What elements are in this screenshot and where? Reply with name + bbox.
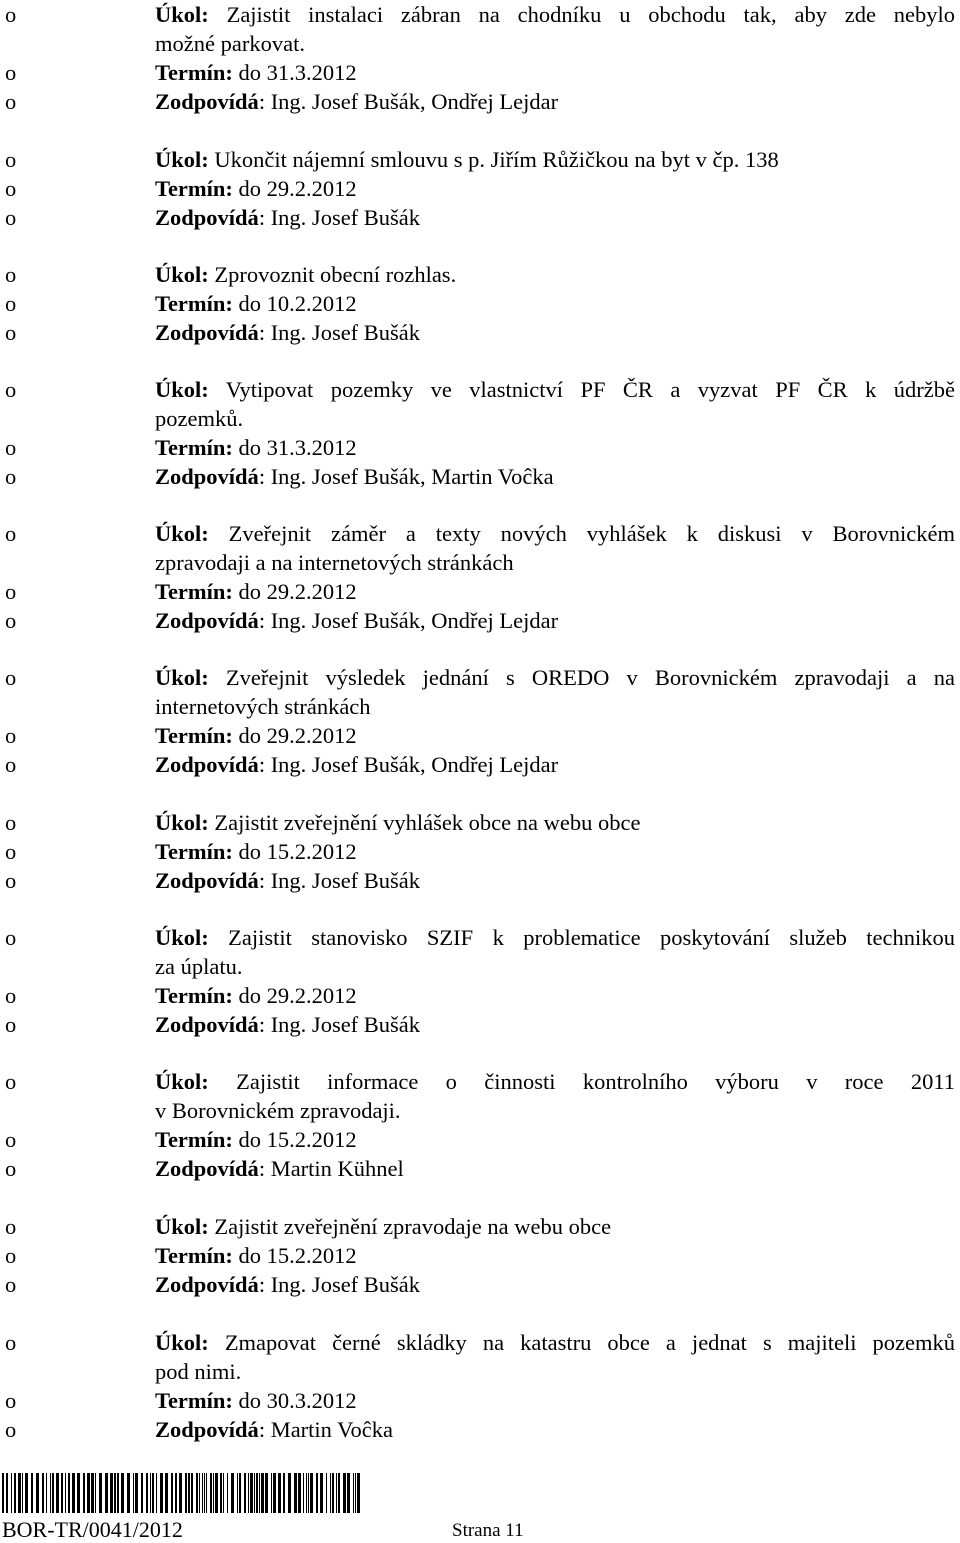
- responsible-text: [155, 318, 420, 347]
- responsible-text: [155, 1415, 393, 1444]
- task-description: pozemků.: [155, 406, 244, 431]
- task-label: Úkol:: [155, 1330, 209, 1355]
- task-label: Úkol:: [155, 377, 209, 402]
- task-text: [155, 1067, 955, 1096]
- list-bullet: o: [5, 665, 17, 690]
- deadline-line: [0, 1125, 960, 1154]
- responsible-label: Zodpovídá: [155, 1156, 259, 1181]
- task-text: [155, 548, 514, 577]
- responsible-label: Zodpovídá: [155, 752, 259, 777]
- task-line: [0, 663, 960, 692]
- responsible-text: [155, 866, 420, 895]
- responsible-text: [155, 1270, 420, 1299]
- list-bullet: o: [5, 1214, 17, 1239]
- list-bullet: o: [5, 1330, 17, 1355]
- list-bullet: o: [5, 925, 17, 950]
- task-text: [155, 404, 243, 433]
- task-label: Úkol:: [155, 1069, 209, 1094]
- list-bullet: o: [5, 377, 17, 402]
- list-bullet: o: [5, 1012, 17, 1037]
- task-line: [0, 1067, 960, 1096]
- task-text: [155, 1328, 955, 1357]
- task-label: Úkol:: [155, 810, 209, 835]
- list-bullet: o: [5, 2, 17, 27]
- task-text: [155, 1212, 611, 1241]
- list-bullet: o: [5, 60, 17, 85]
- deadline-text: [155, 981, 357, 1010]
- task-description: za úplatu.: [155, 954, 243, 979]
- responsible-label: Zodpovídá: [155, 205, 259, 230]
- task-description: Vytipovat pozemky ve vlastnictví PF ČR a vyzvat PF ČR k údržbě: [225, 377, 956, 402]
- task-continuation-line: [0, 404, 960, 433]
- task-continuation-line: [0, 548, 960, 577]
- responsible-text: [155, 1154, 404, 1183]
- deadline-label: Termín:: [155, 839, 233, 864]
- task-description: Zveřejnit záměr a texty nových vyhlášek k diskusi v Borovnickém: [228, 521, 955, 546]
- task-text: [155, 1357, 241, 1386]
- deadline-value: do 29.2.2012: [238, 176, 357, 201]
- task-line: [0, 519, 960, 548]
- task-description: Zprovoznit obecní rozhlas.: [214, 262, 457, 287]
- list-bullet: o: [5, 1388, 17, 1413]
- deadline-value: do 10.2.2012: [238, 291, 357, 316]
- deadline-label: Termín:: [155, 723, 233, 748]
- task-description: Zmapovat černé skládky na katastru obce a jednat s majiteli pozemků: [224, 1330, 955, 1355]
- task-description: Zajistit zveřejnění vyhlášek obce na webu obce: [214, 810, 641, 835]
- list-bullet: o: [5, 1127, 17, 1152]
- task-label: Úkol:: [155, 1214, 209, 1239]
- task-text: [155, 952, 242, 981]
- responsible-line: [0, 462, 960, 491]
- list-bullet: o: [5, 723, 17, 748]
- responsible-label: Zodpovídá: [155, 868, 259, 893]
- task-continuation-line: [0, 1096, 960, 1125]
- task-description: internetových stránkách: [155, 694, 371, 719]
- task-description: v Borovnickém zpravodaji.: [155, 1098, 401, 1123]
- deadline-value: do 29.2.2012: [238, 983, 357, 1008]
- task-description: Zajistit zveřejnění zpravodaje na webu obce: [214, 1214, 612, 1239]
- list-bullet: o: [5, 752, 17, 777]
- responsible-text: [155, 1010, 420, 1039]
- task-line: [0, 375, 960, 404]
- task-text: [155, 808, 640, 837]
- deadline-label: Termín:: [155, 983, 233, 1008]
- responsible-value: : Ing. Josef Bušák: [258, 320, 421, 345]
- list-bullet: o: [5, 320, 17, 345]
- responsible-text: [155, 606, 558, 635]
- responsible-value: : Ing. Josef Bušák: [258, 868, 421, 893]
- list-bullet: o: [5, 205, 17, 230]
- list-bullet: o: [5, 868, 17, 893]
- deadline-line: [0, 981, 960, 1010]
- barcode: [2, 1473, 364, 1513]
- deadline-text: [155, 1241, 357, 1270]
- deadline-label: Termín:: [155, 435, 233, 460]
- responsible-line: [0, 87, 960, 116]
- list-bullet: o: [5, 291, 17, 316]
- task-text: [155, 0, 955, 29]
- task-description: Zajistit informace o činnosti kontrolního výboru v roce 2011: [236, 1069, 955, 1094]
- responsible-line: [0, 1154, 960, 1183]
- task-text: [155, 692, 371, 721]
- task-continuation-line: [0, 1357, 960, 1386]
- deadline-label: Termín:: [155, 1243, 233, 1268]
- responsible-label: Zodpovídá: [155, 1417, 259, 1442]
- list-bullet: o: [5, 983, 17, 1008]
- deadline-label: Termín:: [155, 291, 233, 316]
- responsible-label: Zodpovídá: [155, 89, 259, 114]
- responsible-text: [155, 203, 420, 232]
- task-line: [0, 1328, 960, 1357]
- deadline-value: do 31.3.2012: [238, 435, 357, 460]
- responsible-line: [0, 1415, 960, 1444]
- list-bullet: o: [5, 1243, 17, 1268]
- responsible-label: Zodpovídá: [155, 464, 259, 489]
- deadline-value: do 29.2.2012: [238, 723, 357, 748]
- task-continuation-line: [0, 952, 960, 981]
- deadline-line: [0, 58, 960, 87]
- deadline-text: [155, 1386, 357, 1415]
- list-bullet: o: [5, 464, 17, 489]
- responsible-line: [0, 606, 960, 635]
- list-bullet: o: [5, 1069, 17, 1094]
- deadline-value: do 15.2.2012: [238, 839, 357, 864]
- task-description: Zajistit stanovisko SZIF k problematice poskytování služeb technikou: [228, 925, 956, 950]
- deadline-line: [0, 289, 960, 318]
- list-bullet: o: [5, 262, 17, 287]
- deadline-line: [0, 577, 960, 606]
- task-description: pod nimi.: [155, 1359, 242, 1384]
- list-bullet: o: [5, 579, 17, 604]
- deadline-value: do 15.2.2012: [238, 1127, 357, 1152]
- deadline-text: [155, 577, 357, 606]
- responsible-value: : Ing. Josef Bušák: [258, 1272, 421, 1297]
- document-code: BOR-TR/0041/2012: [2, 1517, 183, 1542]
- responsible-value: : Ing. Josef Bušák: [258, 1012, 421, 1037]
- page-number: Strana 11: [452, 1520, 524, 1541]
- list-bullet: o: [5, 176, 17, 201]
- responsible-line: [0, 318, 960, 347]
- task-description: Zajistit instalaci zábran na chodníku u obchodu tak, aby zde nebylo: [226, 2, 956, 27]
- list-bullet: o: [5, 147, 17, 172]
- task-description: možné parkovat.: [155, 31, 305, 56]
- task-label: Úkol:: [155, 147, 209, 172]
- responsible-text: [155, 750, 558, 779]
- deadline-text: [155, 721, 357, 750]
- responsible-label: Zodpovídá: [155, 1272, 259, 1297]
- list-bullet: o: [5, 521, 17, 546]
- task-label: Úkol:: [155, 665, 209, 690]
- task-text: [155, 260, 456, 289]
- task-line: [0, 260, 960, 289]
- responsible-line: [0, 203, 960, 232]
- task-label: Úkol:: [155, 521, 209, 546]
- deadline-value: do 15.2.2012: [238, 1243, 357, 1268]
- responsible-text: [155, 87, 558, 116]
- list-bullet: o: [5, 435, 17, 460]
- list-bullet: o: [5, 1417, 17, 1442]
- deadline-line: [0, 1241, 960, 1270]
- task-line: [0, 1212, 960, 1241]
- deadline-line: [0, 837, 960, 866]
- task-label: Úkol:: [155, 2, 209, 27]
- task-line: [0, 923, 960, 952]
- deadline-text: [155, 433, 357, 462]
- responsible-label: Zodpovídá: [155, 320, 259, 345]
- task-text: [155, 29, 305, 58]
- responsible-value: : Martin Voĉka: [258, 1417, 393, 1442]
- task-line: [0, 808, 960, 837]
- deadline-value: do 29.2.2012: [238, 579, 357, 604]
- task-text: [155, 1096, 401, 1125]
- responsible-value: : Ing. Josef Bušák: [258, 205, 421, 230]
- responsible-value: : Martin Kühnel: [258, 1156, 404, 1181]
- task-text: [155, 663, 955, 692]
- task-description: Ukončit nájemní smlouvu s p. Jiřím Růžičkou na byt v čp. 138: [214, 147, 779, 172]
- responsible-line: [0, 866, 960, 895]
- responsible-line: [0, 1010, 960, 1039]
- task-text: [155, 375, 955, 404]
- deadline-text: [155, 58, 357, 87]
- responsible-value: : Ing. Josef Bušák, Martin Voĉka: [258, 464, 554, 489]
- deadline-line: [0, 174, 960, 203]
- deadline-line: [0, 1386, 960, 1415]
- task-continuation-line: [0, 29, 960, 58]
- deadline-text: [155, 174, 357, 203]
- deadline-line: [0, 721, 960, 750]
- responsible-value: : Ing. Josef Bušák, Ondřej Lejdar: [258, 608, 559, 633]
- task-text: [155, 923, 955, 952]
- task-text: [155, 519, 955, 548]
- list-bullet: o: [5, 89, 17, 114]
- task-description: Zveřejnit výsledek jednání s OREDO v Borovnickém zpravodaji a na: [225, 665, 955, 690]
- task-line: [0, 145, 960, 174]
- list-bullet: o: [5, 1272, 17, 1297]
- responsible-value: : Ing. Josef Bušák, Ondřej Lejdar: [258, 89, 559, 114]
- deadline-label: Termín:: [155, 579, 233, 604]
- deadline-value: do 31.3.2012: [238, 60, 357, 85]
- task-label: Úkol:: [155, 262, 209, 287]
- task-description: zpravodaji a na internetových stránkách: [155, 550, 514, 575]
- task-continuation-line: [0, 692, 960, 721]
- list-bullet: o: [5, 839, 17, 864]
- deadline-line: [0, 433, 960, 462]
- deadline-label: Termín:: [155, 176, 233, 201]
- responsible-label: Zodpovídá: [155, 608, 259, 633]
- deadline-value: do 30.3.2012: [238, 1388, 357, 1413]
- deadline-label: Termín:: [155, 60, 233, 85]
- list-bullet: o: [5, 810, 17, 835]
- responsible-value: : Ing. Josef Bušák, Ondřej Lejdar: [258, 752, 559, 777]
- responsible-text: [155, 462, 554, 491]
- list-bullet: o: [5, 1156, 17, 1181]
- responsible-line: [0, 750, 960, 779]
- deadline-label: Termín:: [155, 1388, 233, 1413]
- page-footer: [0, 1470, 960, 1541]
- task-line: [0, 0, 960, 29]
- responsible-line: [0, 1270, 960, 1299]
- list-bullet: o: [5, 608, 17, 633]
- deadline-text: [155, 837, 357, 866]
- deadline-text: [155, 289, 357, 318]
- responsible-label: Zodpovídá: [155, 1012, 259, 1037]
- deadline-text: [155, 1125, 357, 1154]
- deadline-label: Termín:: [155, 1127, 233, 1152]
- task-label: Úkol:: [155, 925, 209, 950]
- task-text: [155, 145, 779, 174]
